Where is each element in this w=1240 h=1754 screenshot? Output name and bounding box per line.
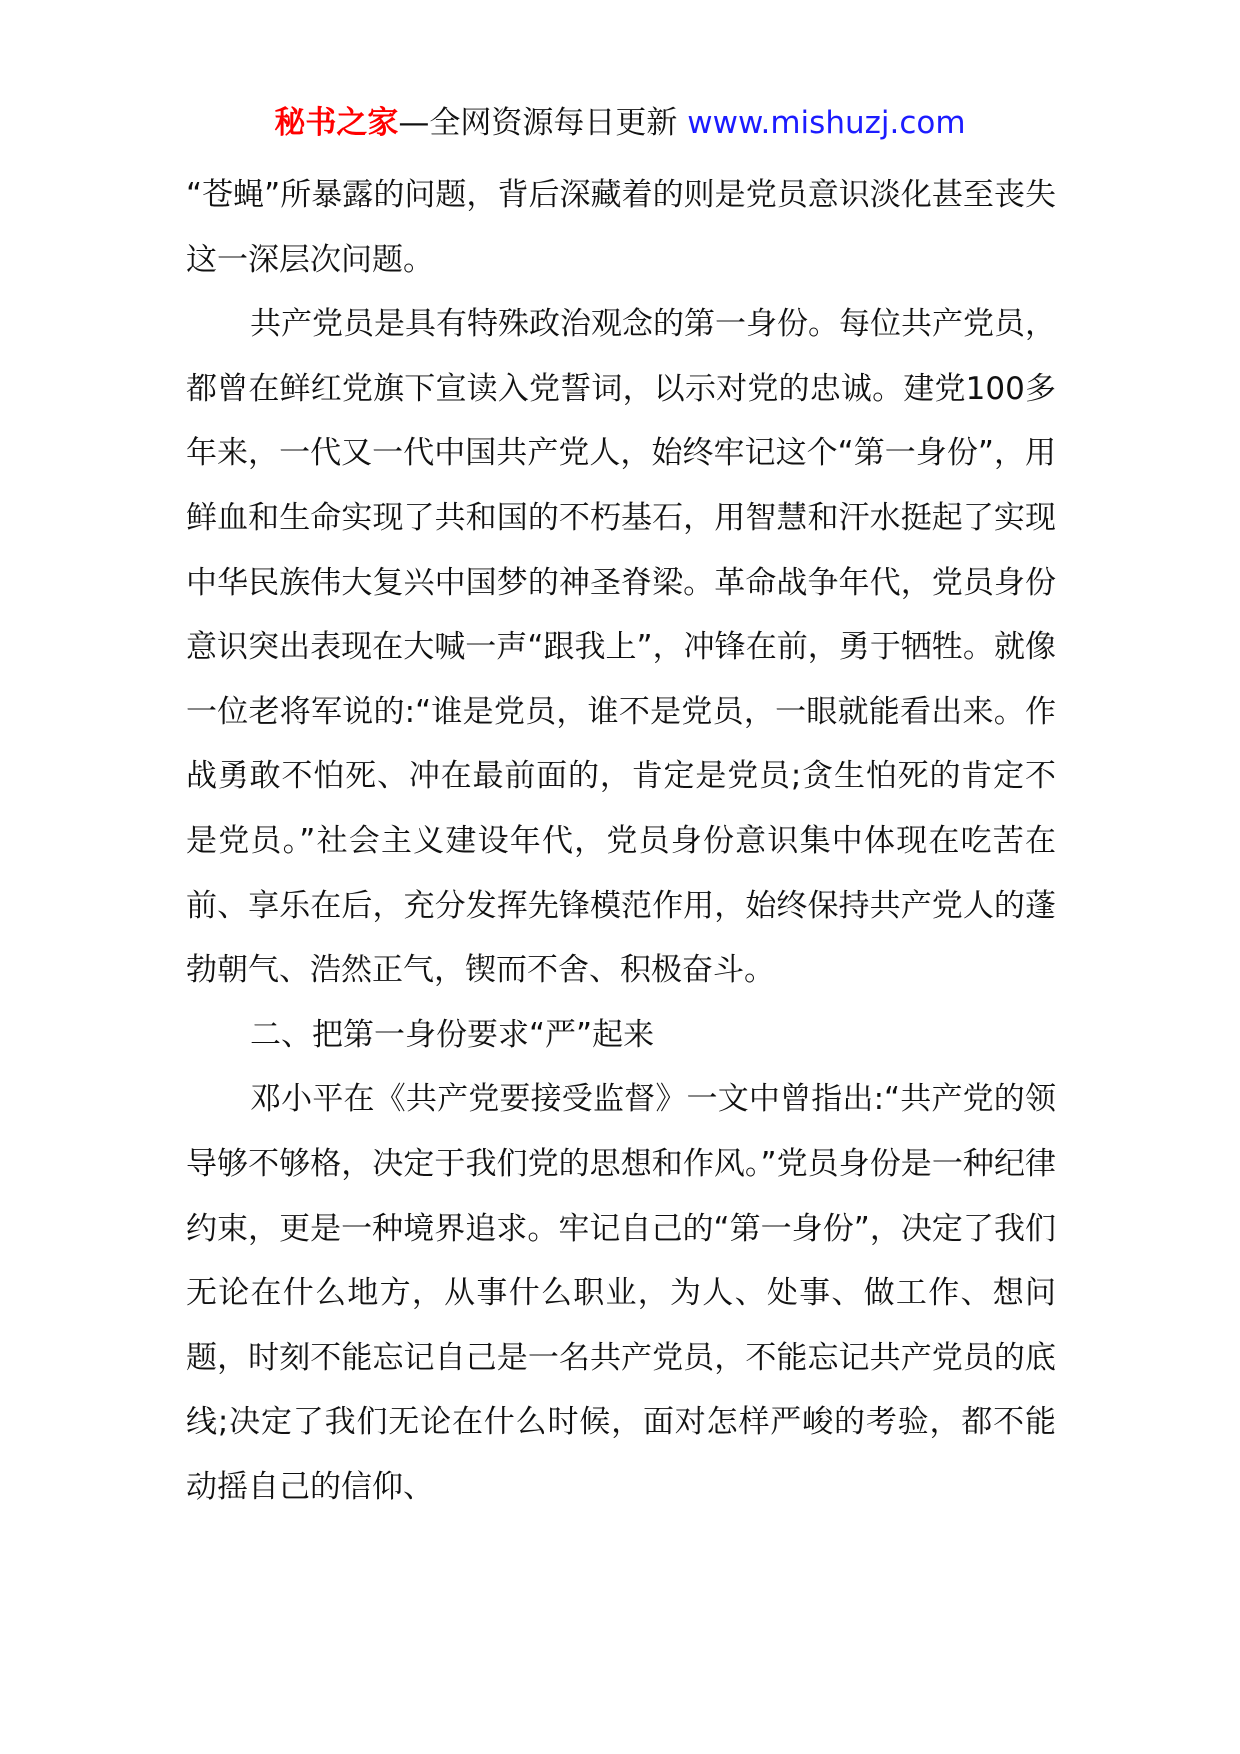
paragraph: “苍蝇”所暴露的问题，背后深藏着的则是党员意识淡化甚至丧失这一深层次问题。: [186, 177, 1056, 278]
document-body: [186, 163, 1056, 1519]
page-header: [0, 100, 1240, 146]
paragraph: 共产党员是具有特殊政治观念的第一身份。每位共产党员，都曾在鲜红党旗下宣读入党誓词，以示对党的忠诚。建党100多年来，一代又一代中国共产党人，始终牢记这个“第一身份”，用鲜血和生命实现了共和国的不朽基石，用智慧和汗水挺起了实现中华民族伟大复兴中国梦的神圣脊梁。革命战争年代，党员身份意识突出表现在大喊一声“跟我上”，冲锋在前，勇于牺牲。就像一位老将军说的:“谁是党员，谁不是党员，一眼就能看出来。作战勇敢不怕死、冲在最前面的，肯定是党员;贪生怕死的肯定不是党员。”社会主义建设年代，党员身份意识集中体现在吃苦在前、享乐在后，充分发挥先锋模范作用，始终保持共产党人的蓬勃朝气、浩然正气，锲而不舍、积极奋斗。: [186, 306, 1056, 989]
site-slogan: —全网资源每日更新: [398, 105, 688, 141]
site-brand: 秘书之家: [274, 105, 399, 141]
section-heading: 二、把第一身份要求“严”起来: [250, 1016, 655, 1053]
paragraph: 邓小平在《共产党要接受监督》一文中曾指出:“共产党的领导够不够格，决定于我们党的思想和作风。”党员身份是一种纪律约束，更是一种境界追求。牢记自己的“第一身份”，决定了我们无论在什么地方，从事什么职业，为人、处事、做工作、想问题，时刻不能忘记自己是一名共产党员，不能忘记共产党员的底线;决定了我们无论在什么时候，面对怎样严峻的考验，都不能动摇自己的信仰、: [186, 1081, 1056, 1505]
site-url[interactable]: www.mishuzj.com: [687, 105, 966, 141]
